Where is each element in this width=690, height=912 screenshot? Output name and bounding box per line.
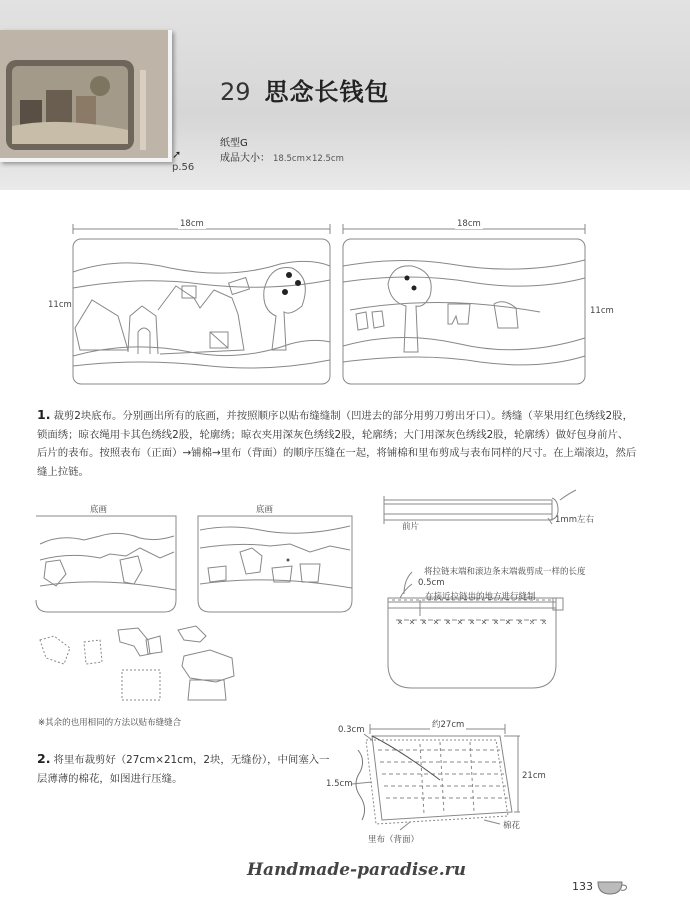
left-height-label: 11cm bbox=[48, 300, 72, 310]
left-width-label: 18cm bbox=[180, 219, 204, 229]
base-fabric-right-label: 底画 bbox=[256, 505, 274, 515]
applique-note: ※其余的也用相同的方法以贴布缝缝合 bbox=[38, 718, 182, 728]
page-number: 133 bbox=[572, 880, 593, 893]
finished-size-value: 18.5cm×12.5cm bbox=[273, 154, 344, 164]
pattern-template-label: 纸型G bbox=[220, 138, 248, 149]
finished-size-label: 成品大小： bbox=[220, 153, 270, 164]
right-width-label: 18cm bbox=[457, 219, 481, 229]
step2-text: 将里布裁剪好（27cm×21cm，2块，无缝份），中间塞入一层薄薄的棉花，如图进行压缝。 bbox=[37, 754, 330, 785]
edge-width-label: 1mm左右 bbox=[555, 515, 594, 525]
base-fabric-left-label: 底画 bbox=[90, 505, 108, 515]
pattern-title bbox=[220, 72, 390, 107]
right-height-label: 11cm bbox=[590, 306, 614, 316]
lining-width-label: 约27cm bbox=[432, 720, 465, 730]
step1-text: 裁剪2块底布。分别画出所有的底画，并按照顺序以贴布缝缝制（凹进去的部分用剪刀剪出牙口）。绣缝（苹果用红色绣线2股，锁面绣；晾衣绳用卡其色绣线2股，轮廓绣；晾衣夹用深灰色绣线2股，轮廓绣；大门用深灰色绣线2股，轮廓绣）做好包身前片、后片的表布。按照表布（正面）→铺棉→里布（背面）的顺序压缝在一起，将铺棉和里布剪成与表布同样的尺寸。在上端滚边，然后缝上拉链。 bbox=[37, 410, 637, 478]
zipper-note: 将拉链末端和滚边条末端裁剪成一样的长度 bbox=[424, 567, 586, 577]
margin-03-label: 0.3cm bbox=[338, 725, 365, 735]
seam-allowance-label: 0.5cm bbox=[418, 578, 445, 588]
margin-15-label: 1.5cm bbox=[326, 779, 353, 789]
watermark: Handmade-paradise.ru bbox=[247, 860, 466, 880]
header-band bbox=[0, 0, 690, 190]
front-piece-label: 前片 bbox=[402, 522, 420, 532]
lining-back-label: 里布（背面） bbox=[368, 835, 420, 845]
step1-paragraph bbox=[37, 406, 637, 481]
step1-number: 1. bbox=[37, 407, 51, 422]
cup-icon bbox=[594, 876, 630, 896]
pattern-number: 29 bbox=[220, 78, 251, 106]
stitch-note: 在接近拉链齿的地方进行缝制 bbox=[425, 592, 536, 602]
wallet-photo bbox=[0, 30, 172, 162]
lining-height-label: 21cm bbox=[522, 771, 546, 781]
pattern-name: 思念长钱包 bbox=[264, 78, 390, 106]
mouse-cursor-icon: ➚ bbox=[172, 148, 182, 161]
page-reference: p.56 bbox=[172, 162, 195, 173]
top-diagrams bbox=[0, 220, 690, 420]
step2-number: 2. bbox=[37, 751, 51, 766]
pattern-meta bbox=[220, 136, 344, 167]
cotton-label: 棉花 bbox=[503, 821, 521, 831]
